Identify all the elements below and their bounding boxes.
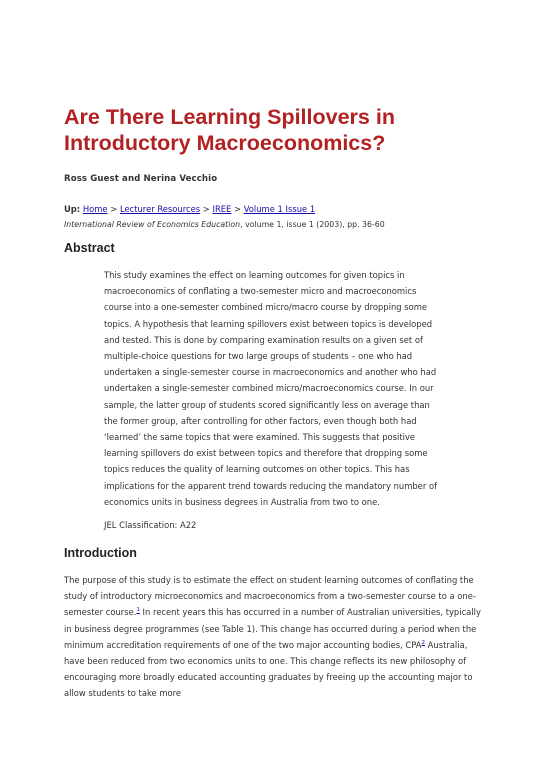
breadcrumb-iree-link[interactable]: IREE — [212, 204, 232, 214]
citation — [64, 220, 486, 229]
abstract-text: This study examines the effect on learning outcomes for given topics in macroeconomics of conflating a two-semester micro and macroeconomics course into a one-semester combined micro/macro course by dropping some topics. A hypothesis that learning spillovers exist between topics is developed and tested. This is done by comparing examination results on a given set of multiple-choice questions for two large groups of students – one who had undertaken a single-semester course in macroeconomics and another who had undertaken a single-semester combined micro/macroeconomics course. In our sample, the latter group of students scored significantly less on average than the former group, after controlling for other factors, even though both had ‘learned’ the same topics that were examined. This suggests that positive learning spillovers do exist between topics and therefore that dropping some topics reduces the quality of learning outcomes on other topics. This has implications for the apparent trend towards reducing the mandatory number of economics units in business degrees in Australia from two to one. — [104, 270, 438, 507]
breadcrumb-lecturer-resources-link[interactable]: Lecturer Resources — [119, 204, 201, 214]
title-line-1: Are There Learning Spillovers in — [64, 105, 395, 129]
footnote-1-link[interactable]: 1 — [136, 607, 140, 614]
breadcrumb — [64, 204, 486, 214]
introduction-heading: Introduction — [64, 546, 137, 561]
breadcrumb-home-link[interactable]: Home — [82, 204, 108, 214]
authors: Ross Guest and Nerina Vecchio — [64, 174, 218, 184]
breadcrumb-separator: > — [202, 204, 210, 214]
abstract-heading: Abstract — [64, 241, 115, 255]
footnote-2-link[interactable]: 2 — [421, 640, 426, 647]
intro-part-2: In recent years this has occurred in a number of Australian universities, typically in business degree programmes (see Table 1). This change has occurred during a period when the minimum accreditation requirements of one of the two major accounting bodies, CPA — [64, 607, 481, 650]
breadcrumb-volume-link[interactable]: Volume 1 Issue 1 — [243, 204, 316, 214]
title-line-2: Introductory Macroeconomics? — [64, 131, 386, 155]
article-title — [64, 0, 486, 156]
intro-part-1: The purpose of this study is to estimate the effect on student learning outcomes of conflating the study of introductory microeconomics and macroeconomics from a two-semester course to a one-semester course. — [64, 575, 476, 618]
journal-name: International Review of Economics Education — [64, 220, 241, 229]
introduction-text — [64, 572, 486, 702]
jel-classification: JEL Classification: A22 — [104, 520, 197, 531]
citation-details: , volume 1, issue 1 (2003), pp. 36-60 — [240, 220, 385, 229]
intro-part-3: Australia, have been reduced from two economics units to one. This change reflects its new philosophy of encouraging more broadly educated accounting graduates by freeing up the accounting major to allow students to take more — [64, 639, 473, 699]
breadcrumb-separator: > — [110, 204, 118, 214]
breadcrumb-label: Up: — [64, 204, 81, 214]
breadcrumb-separator: > — [234, 204, 242, 214]
